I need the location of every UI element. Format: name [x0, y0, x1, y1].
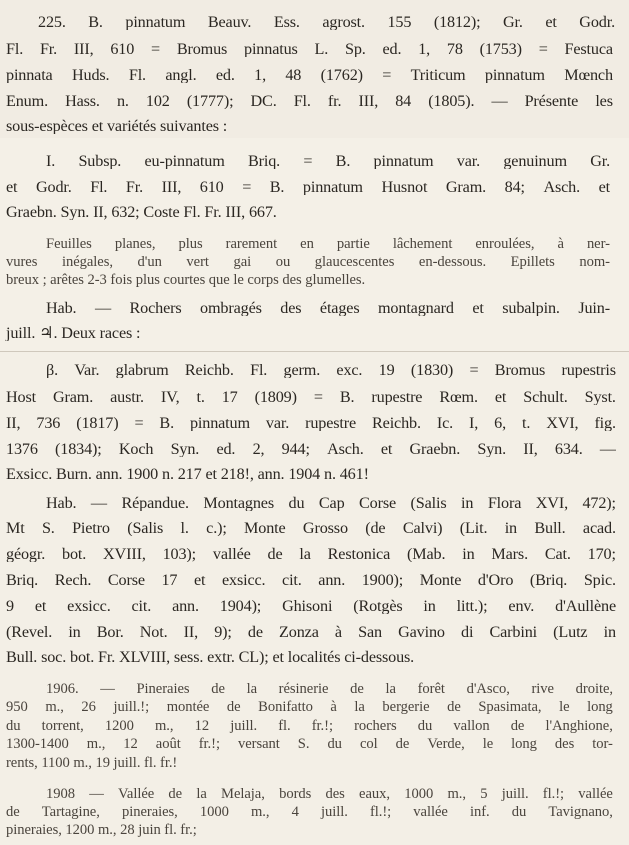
text-line: (Revel. in Bor. Not. II, 9); de Zonza à San Gavino di Carbini (Lutz in	[6, 624, 616, 641]
text-line: de Tartagine, pineraies, 1000 m., 4 juill. fl.!; vallée inf. du Tavignano,	[6, 805, 613, 820]
text-line: 9 et exsicc. cit. ann. 1904); Ghisoni (Rotgès in litt.); env. d'Aullène	[6, 598, 616, 615]
text-line: breux ; arêtes 2-3 fois plus courtes que le corps des glumelles.	[6, 273, 366, 288]
text-line: et Godr. Fl. Fr. III, 610 = B. pinnatum Husnot Gram. 84; Asch. et	[6, 179, 610, 196]
text-line: 1300-1400 m., 12 août fr.!; versant S. du col de Verde, le long des tor-	[6, 737, 613, 752]
text-line: Graebn. Syn. II, 632; Coste Fl. Fr. III, 667.	[6, 204, 277, 221]
text-line: juill. ♃. Deux races :	[6, 325, 141, 342]
text-line: 1376 (1834); Koch Syn. ed. 2, 944; Asch. et Graebn. Syn. II, 634. —	[6, 441, 616, 458]
text-line: géogr. bot. XVIII, 103); vallée de la Restonica (Mab. in Mars. Cat. 170;	[6, 546, 616, 563]
text-line: vures inégales, d'un vert gai ou glaucescentes en-dessous. Epillets nom-	[6, 255, 610, 270]
text-line: Fl. Fr. III, 610 = Bromus pinnatus L. Sp. ed. 1, 78 (1753) = Festuca	[6, 41, 613, 58]
text-line: sous-espèces et variétés suivantes :	[6, 118, 228, 135]
text-line: II, 736 (1817) = B. pinnatum var. rupestre Reichb. Ic. I, 6, t. XVI, fig.	[6, 415, 616, 432]
text-line: Hab. — Répandue. Montagnes du Cap Corse (Salis in Flora XVI, 472);	[46, 495, 616, 512]
text-line: 1908 — Vallée de la Melaja, bords des eaux, 1000 m., 5 juill. fl.!; vallée	[46, 787, 613, 802]
section-divider	[0, 351, 629, 352]
text-line: du torrent, 1200 m., 12 juill. fl. fr.!; rochers du vallon de l'Anghione,	[6, 719, 613, 734]
text-line: 225. B. pinnatum Beauv. Ess. agrost. 155 (1812); Gr. et Godr.	[38, 14, 615, 31]
text-line: Enum. Hass. n. 102 (1777); DC. Fl. fr. III, 84 (1805). — Présente les	[6, 93, 613, 110]
text-line: pineraies, 1200 m., 28 juin fl. fr.;	[6, 823, 197, 838]
text-line: 950 m., 26 juill.!; montée de Bonifatto à la bergerie de Spasimata, le long	[6, 700, 613, 715]
text-line: β. Var. glabrum Reichb. Fl. germ. exc. 19 (1830) = Bromus rupestris	[46, 362, 616, 379]
text-line: Exsicc. Burn. ann. 1900 n. 217 et 218!, ann. 1904 n. 461!	[6, 466, 369, 483]
text-line: Mt S. Pietro (Salis l. c.); Monte Grosso (de Calvi) (Lit. in Bull. acad.	[6, 520, 616, 537]
text-line: 1906. — Pineraies de la résinerie de la forêt d'Asco, rive droite,	[46, 682, 613, 697]
text-line: Feuilles planes, plus rarement en partie lâchement enroulées, à ner-	[46, 237, 610, 252]
text-line: Hab. — Rochers ombragés des étages montagnard et subalpin. Juin-	[46, 300, 610, 317]
text-line: I. Subsp. eu-pinnatum Briq. = B. pinnatum var. genuinum Gr.	[46, 153, 610, 170]
text-line: rents, 1100 m., 19 juill. fl. fr.!	[6, 756, 178, 771]
text-line: Host Gram. austr. IV, t. 17 (1809) = B. rupestre Rœm. et Schult. Syst.	[6, 389, 616, 406]
text-line: Bull. soc. bot. Fr. XLVIII, sess. extr. CL); et localités ci-dessous.	[6, 649, 415, 666]
text-line: pinnata Huds. Fl. angl. ed. 1, 48 (1762) = Triticum pinnatum Mœnch	[6, 67, 613, 84]
text-line: Briq. Rech. Corse 17 et exsicc. cit. ann. 1900); Monte d'Oro (Briq. Spic.	[6, 572, 616, 589]
